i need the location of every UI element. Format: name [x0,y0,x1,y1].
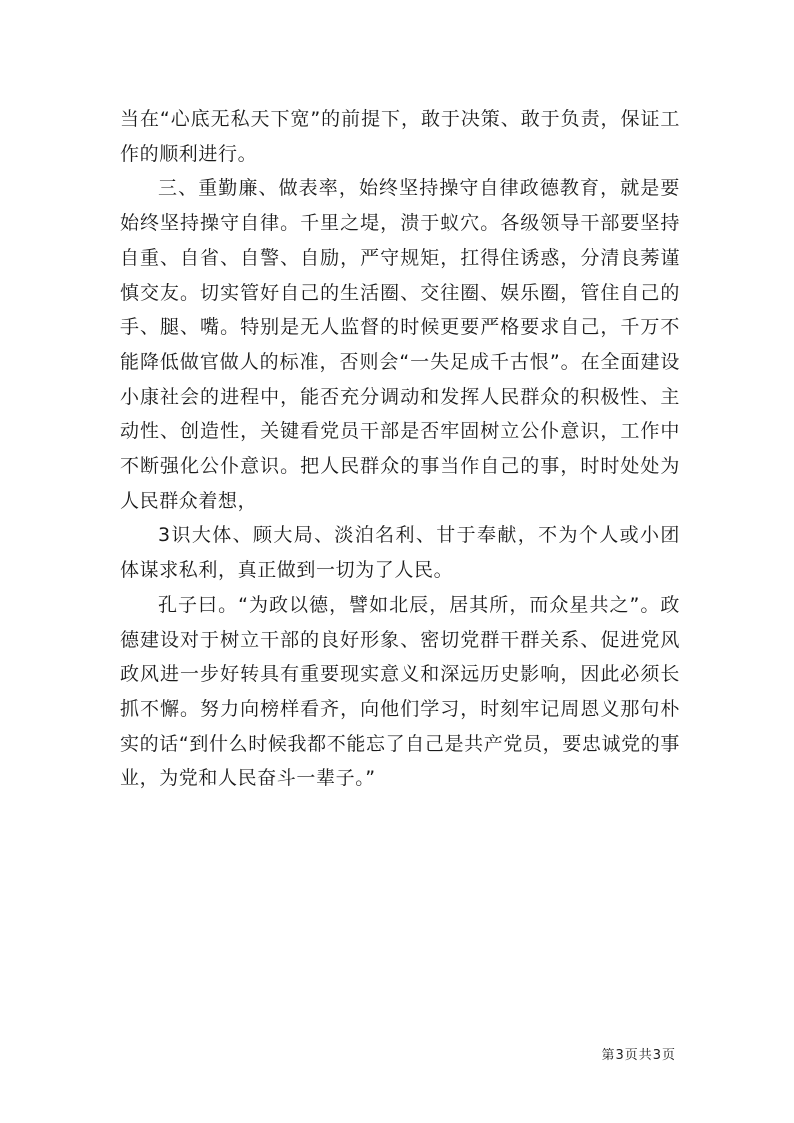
paragraph-point-three: 三、重勤廉、做表率，始终坚持操守自律政德教育，就是要始终坚持操守自律。千里之堤，溃于蚁穴。各级领导干部要坚持自重、自省、自警、自励，严守规矩，扛得住诱惑，分清良莠谨慎交友。切实管好自己的生活圈、交往圈、娱乐圈，管住自己的手、腿、嘴。特别是无人监督的时候更要严格要求自己，千万不能降低做官做人的标准，否则会“一失足成千古恨”。在全面建设小康社会的进程中，能否充分调动和发挥人民群众的积极性、主动性、创造性，关键看党员干部是否牢固树立公仆意识，工作中不断强化公仆意识。把人民群众的事当作自己的事，时时处处为人民群众着想， [120,177,680,512]
document-body [120,102,680,796]
page-number-indicator: 第3页共3页 [601,1048,676,1063]
paragraph-dedication: 3识大体、顾大局、淡泊名利、甘于奉献，不为个人或小团体谋求私利，真正做到一切为了人民。 [120,524,680,582]
paragraph-continuation: 当在“心底无私天下宽”的前提下，敢于决策、敢于负责，保证工作的顺利进行。 [120,108,680,165]
paragraph-confucius: 孔子曰。“为政以德，譬如北辰，居其所，而众星共之”。政德建设对于树立干部的良好形象、密切党群干群关系、促进党风政风进一步好转具有重要现实意义和深远历史影响，因此必须长抓不懈。努力向榜样看齐，向他们学习，时刻牢记周恩义那句朴实的话“到什么时候我都不能忘了自己是共产党员，要忠诚党的事业，为党和人民奋斗一辈子。” [120,593,680,790]
page-footer [0,1044,676,1063]
